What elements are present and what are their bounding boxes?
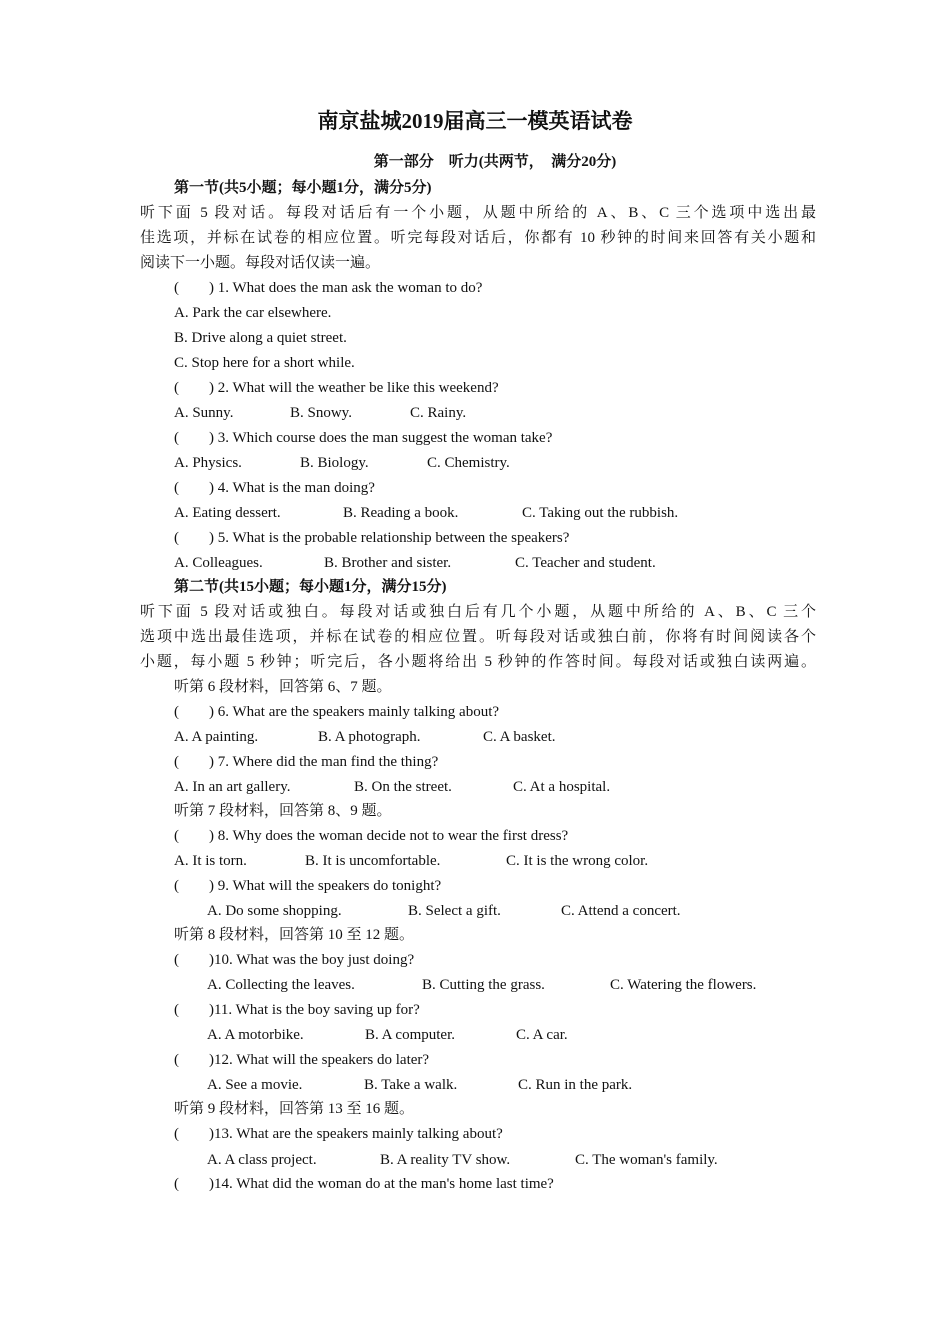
option-c: C. At a hospital. bbox=[513, 779, 611, 795]
option-a: A. In an art gallery. bbox=[174, 779, 291, 795]
option-b: B. Snowy. bbox=[290, 405, 352, 421]
instruction-line: 小题，每小题 5 秒钟；听完后，各小题将给出 5 秒钟的作答时间。每段对话或独白读两遍。 bbox=[140, 654, 816, 670]
question-stem: ( )11. What is the boy saving up for? bbox=[174, 1002, 420, 1018]
option-c: C. Rainy. bbox=[410, 405, 467, 421]
option-c: C. A car. bbox=[516, 1027, 568, 1043]
option-b: B. Take a walk. bbox=[364, 1077, 458, 1093]
option-c: C. It is the wrong color. bbox=[506, 853, 649, 869]
option-c: C. Stop here for a short while. bbox=[174, 355, 355, 371]
material-heading: 听第 7 段材料，回答第 8、9 题。 bbox=[174, 803, 392, 819]
instruction-line: 听下面 5 段对话或独白。每段对话或独白后有几个小题，从题中所给的 A、B、C 三个 bbox=[140, 604, 816, 620]
question-stem: ( ) 2. What will the weather be like this weekend? bbox=[174, 380, 499, 396]
option-a: A. A class project. bbox=[207, 1152, 317, 1168]
option-a: A. Eating dessert. bbox=[174, 505, 281, 521]
section-heading: 第一节(共5小题；每小题1分，满分5分) bbox=[174, 180, 432, 196]
option-a: A. Colleagues. bbox=[174, 555, 263, 571]
option-c: C. A basket. bbox=[483, 729, 556, 745]
option-b: B. Cutting the grass. bbox=[422, 977, 545, 993]
question-stem: ( )12. What will the speakers do later? bbox=[174, 1052, 430, 1068]
instruction-line: 听下面 5 段对话。每段对话后有一个小题，从题中所给的 A、B、C 三个选项中选出最 bbox=[140, 205, 816, 221]
section-heading: 第二节(共15小题；每小题1分，满分15分) bbox=[174, 579, 447, 595]
question-stem: ( ) 9. What will the speakers do tonight? bbox=[174, 878, 442, 894]
part-heading: 第一部分 听力(共两节， 满分20分) bbox=[373, 154, 617, 170]
option-a: A. Park the car elsewhere. bbox=[174, 305, 332, 321]
option-b: B. Reading a book. bbox=[343, 505, 459, 521]
option-a: A. A painting. bbox=[174, 729, 259, 745]
question-stem: ( ) 7. Where did the man find the thing? bbox=[174, 754, 439, 770]
option-a: A. Do some shopping. bbox=[207, 903, 342, 919]
question-stem: ( )13. What are the speakers mainly talking about? bbox=[174, 1126, 503, 1142]
option-c: C. Teacher and student. bbox=[515, 555, 656, 571]
option-b: B. On the street. bbox=[354, 779, 452, 795]
option-b: B. Brother and sister. bbox=[324, 555, 452, 571]
option-b: B. Biology. bbox=[300, 455, 369, 471]
page-title: 南京盐城2019届高三一模英语试卷 bbox=[317, 109, 633, 133]
option-a: A. Physics. bbox=[174, 455, 242, 471]
instruction-line: 选项中选出最佳选项，并标在试卷的相应位置。听每段对话或独白前，你将有时间阅读各个 bbox=[140, 629, 816, 645]
question-stem: ( )10. What was the boy just doing? bbox=[174, 952, 415, 968]
option-c: C. Run in the park. bbox=[518, 1077, 633, 1093]
option-c: C. The woman's family. bbox=[575, 1152, 718, 1168]
option-c: C. Watering the flowers. bbox=[610, 977, 757, 993]
option-a: A. Collecting the leaves. bbox=[207, 977, 355, 993]
option-b: B. A photograph. bbox=[318, 729, 421, 745]
question-stem: ( ) 4. What is the man doing? bbox=[174, 480, 375, 496]
question-stem: ( ) 6. What are the speakers mainly talking about? bbox=[174, 704, 500, 720]
option-b: B. It is uncomfortable. bbox=[305, 853, 441, 869]
material-heading: 听第 9 段材料，回答第 13 至 16 题。 bbox=[174, 1101, 415, 1117]
material-heading: 听第 8 段材料，回答第 10 至 12 题。 bbox=[174, 927, 415, 943]
option-c: C. Taking out the rubbish. bbox=[522, 505, 679, 521]
question-stem: ( ) 8. Why does the woman decide not to wear the first dress? bbox=[174, 828, 569, 844]
option-a: A. A motorbike. bbox=[207, 1027, 304, 1043]
option-a: A. Sunny. bbox=[174, 405, 234, 421]
option-b: B. A reality TV show. bbox=[380, 1152, 511, 1168]
instruction-line: 阅读下一小题。每段对话仅读一遍。 bbox=[140, 255, 381, 271]
question-stem: ( )14. What did the woman do at the man's home last time? bbox=[174, 1176, 554, 1192]
option-b: B. Drive along a quiet street. bbox=[174, 330, 347, 346]
material-heading: 听第 6 段材料，回答第 6、7 题。 bbox=[174, 679, 392, 695]
option-a: A. See a movie. bbox=[207, 1077, 303, 1093]
option-c: C. Attend a concert. bbox=[561, 903, 681, 919]
question-stem: ( ) 1. What does the man ask the woman to do? bbox=[174, 280, 483, 296]
question-stem: ( ) 5. What is the probable relationship between the speakers? bbox=[174, 530, 570, 546]
option-b: B. Select a gift. bbox=[408, 903, 501, 919]
option-c: C. Chemistry. bbox=[427, 455, 510, 471]
option-b: B. A computer. bbox=[365, 1027, 455, 1043]
option-a: A. It is torn. bbox=[174, 853, 247, 869]
question-stem: ( ) 3. Which course does the man suggest the woman take? bbox=[174, 430, 553, 446]
instruction-line: 佳选项，并标在试卷的相应位置。听完每段对话后，你都有 10 秒钟的时间来回答有关小题和 bbox=[140, 230, 816, 246]
